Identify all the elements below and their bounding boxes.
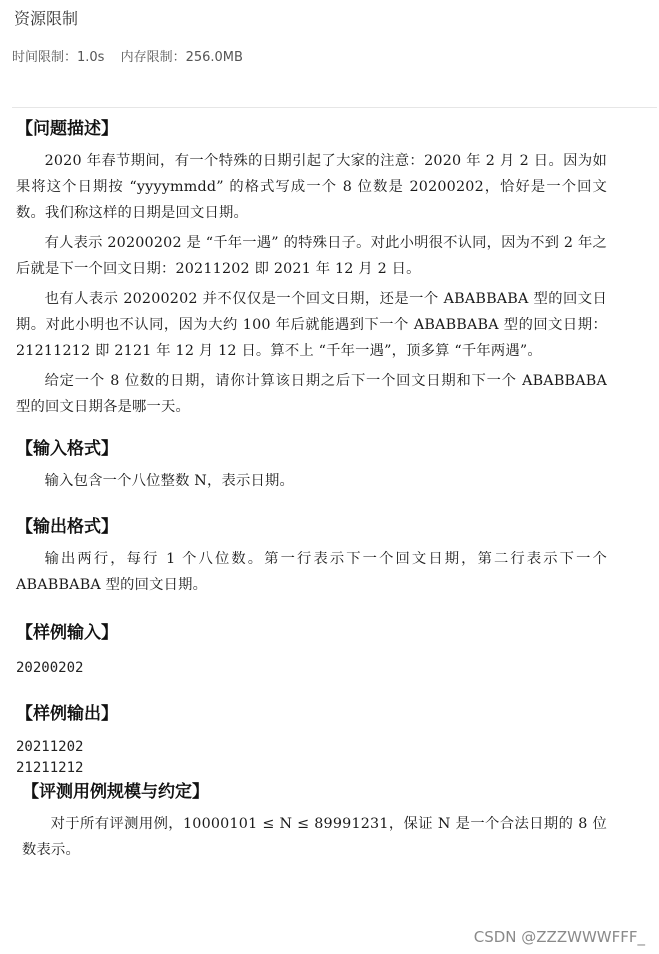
input-heading: 【输入格式】 (16, 439, 118, 459)
sample-output-section (16, 701, 607, 779)
page-title: 资源限制 (14, 9, 79, 28)
problem-document (16, 116, 607, 863)
constraints-heading: 【评测用例规模与约定】 (22, 782, 209, 802)
problem-paragraph-4: 给定一个 8 位数的日期，请你计算该日期之后下一个回文日期和下一个 ABABBABA 型的回文日期各是哪一天。 (16, 373, 607, 415)
constraints-section (16, 779, 607, 863)
sample-input-section (16, 620, 607, 679)
output-text: 输出两行，每行 1 个八位数。第一行表示下一个回文日期，第二行表示下一个 ABABBABA 型的回文日期。 (16, 551, 607, 593)
sample-input-heading: 【样例输入】 (16, 623, 118, 643)
output-heading: 【输出格式】 (16, 517, 118, 537)
constraints-text: 对于所有评测用例，10000101 ≤ N ≤ 89991231，保证 N 是一个合法日期的 8 位数表示。 (22, 816, 607, 858)
input-section (16, 436, 607, 494)
time-limit: 时间限制：1.0s (12, 50, 105, 65)
watermark: CSDN @ZZZWWWFFF_ (473, 928, 645, 946)
problem-heading: 【问题描述】 (16, 119, 118, 139)
problem-section (16, 116, 607, 420)
sample-output-line: 20211202 (16, 739, 84, 755)
input-text: 输入包含一个八位整数 N，表示日期。 (44, 473, 294, 489)
sample-input-line: 20200202 (16, 660, 84, 676)
sample-output-heading: 【样例输出】 (16, 704, 118, 724)
memory-limit: 内存限制：256.0MB (120, 50, 243, 65)
divider (12, 107, 657, 108)
sample-output-line: 21211212 (16, 760, 84, 776)
problem-paragraph-1: 2020 年春节期间，有一个特殊的日期引起了大家的注意：2020 年 2 月 2 日。因为如果将这个日期按 “yyyymmdd” 的格式写成一个 8 位数是 20200202，恰好是一个回文数。我们称这样的日期是回文日期。 (16, 153, 607, 221)
problem-paragraph-2: 有人表示 20200202 是 “千年一遇” 的特殊日子。对此小明很不认同，因为不到 2 年之后就是下一个回文日期：20211202 即 2021 年 12 月 2 日。 (16, 235, 607, 277)
limits-bar (12, 46, 255, 65)
problem-paragraph-3: 也有人表示 20200202 并不仅仅是一个回文日期，还是一个 ABABBABA 型的回文日期。对此小明也不认同，因为大约 100 年后就能遇到下一个 ABABBABA 型的回文日期：21211212 即 2121 年 12 月 12 日。算不上 “千年一遇”，顶多算 “千年两遇”。 (16, 291, 607, 359)
output-section (16, 514, 607, 598)
